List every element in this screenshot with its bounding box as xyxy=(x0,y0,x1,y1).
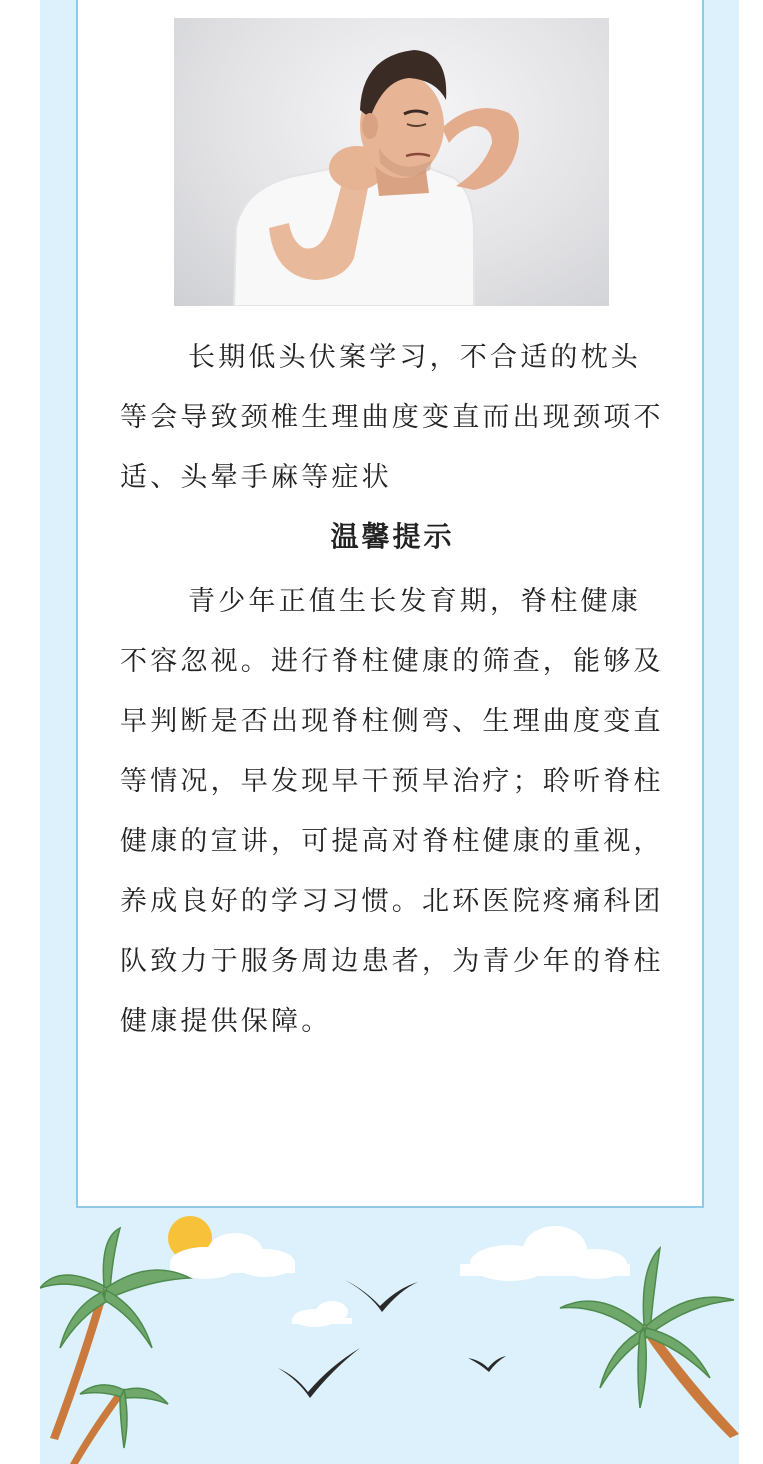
neck-pain-photo xyxy=(174,18,609,306)
left-margin xyxy=(0,0,40,1464)
warm-tip-heading: 温馨提示 xyxy=(330,520,455,553)
cloud-icon xyxy=(460,1226,630,1281)
right-margin xyxy=(739,0,763,1464)
bird-icon xyxy=(278,1348,360,1398)
neck-posture-paragraph: 长期低头伏案学习，不合适的枕头等会导致颈椎生理曲度变直而出现颈项不适、头晕手麻等症状 xyxy=(120,342,664,493)
man-holding-neck-illustration xyxy=(174,18,609,306)
beach-illustration xyxy=(40,1208,739,1464)
bird-icon xyxy=(345,1280,418,1312)
palm-trunk xyxy=(640,1326,739,1438)
bird-icon xyxy=(468,1356,506,1372)
spine-health-paragraph: 青少年正值生长发育期，脊柱健康不容忽视。进行脊柱健康的筛查，能够及早判断是否出现脊柱侧弯、生理曲度变直等情况，早发现早干预早治疗；聆听脊柱健康的宣讲，可提高对脊柱健康的重视，养成良好的学习习惯。北环医院疼痛科团队致力于服务周边患者，为青少年的脊柱健康提供保障。 xyxy=(120,586,664,1037)
beach-scene xyxy=(40,1208,739,1464)
cloud-icon xyxy=(292,1301,352,1327)
